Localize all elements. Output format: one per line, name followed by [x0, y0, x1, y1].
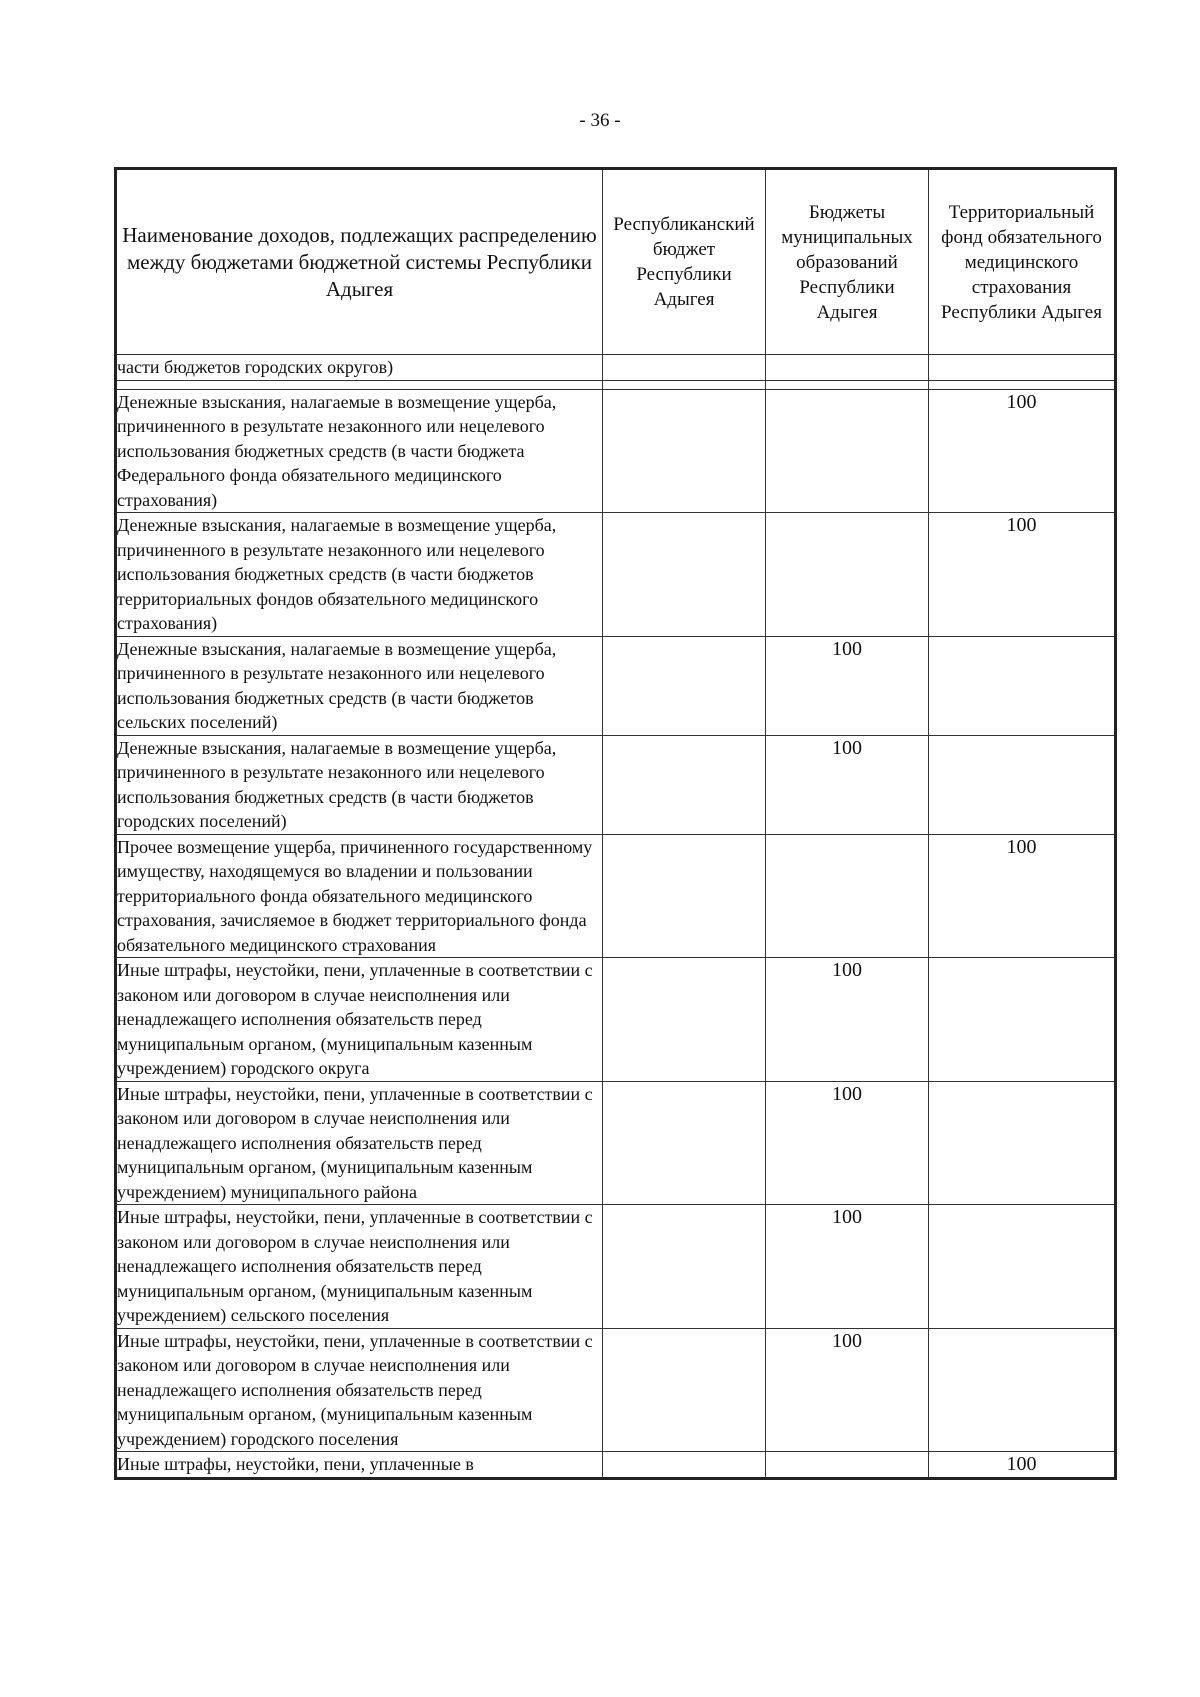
income-name-cell: Прочее возмещение ущерба, причиненного государственному имуществу, находящемуся во владении и пользовании территориального фонда обязательного медицинского страхования, зачисляемое в бюджет территориального фонда обязательного медицинского страхования	[116, 834, 603, 958]
republic-budget-cell	[603, 735, 766, 834]
republic-budget-cell	[603, 958, 766, 1082]
territorial-fund-cell: 100	[929, 389, 1116, 513]
republic-budget-cell	[603, 1328, 766, 1452]
territorial-fund-cell	[929, 636, 1116, 735]
table-header-row	[116, 169, 1116, 355]
territorial-fund-cell: 100	[929, 834, 1116, 958]
table-row	[116, 355, 1116, 381]
territorial-fund-cell	[929, 958, 1116, 1082]
income-name-cell: Иные штрафы, неустойки, пени, уплаченные в соответствии с законом или договором в случае неисполнения или ненадлежащего исполнения обязательств перед муниципальным органом, (муниципальным казенным учреждением) городского округа	[116, 958, 603, 1082]
municipal-budget-cell: 100	[766, 735, 929, 834]
table-row	[116, 1452, 1116, 1479]
income-name-cell: Иные штрафы, неустойки, пени, уплаченные в	[116, 1452, 603, 1479]
territorial-fund-cell: 100	[929, 1452, 1116, 1479]
header-republic-budget: Республиканский бюджет Республики Адыгея	[603, 169, 766, 355]
table-row	[116, 389, 1116, 513]
municipal-budget-cell: 100	[766, 1081, 929, 1205]
table-row	[116, 1081, 1116, 1205]
income-distribution-table	[114, 167, 1117, 1480]
municipal-budget-cell	[766, 834, 929, 958]
table-row	[116, 513, 1116, 637]
table-row	[116, 1205, 1116, 1329]
table-row	[116, 834, 1116, 958]
header-municipal-budgets: Бюджеты муниципальных образований Республики Адыгея	[766, 169, 929, 355]
territorial-fund-cell	[929, 735, 1116, 834]
municipal-budget-cell: 100	[766, 1205, 929, 1329]
territorial-fund-cell	[929, 1081, 1116, 1205]
republic-budget-cell	[603, 513, 766, 637]
income-name-cell: Денежные взыскания, налагаемые в возмещение ущерба, причиненного в результате незаконного или нецелевого использования бюджетных средств (в части бюджетов городских поселений)	[116, 735, 603, 834]
page-number: - 36 -	[579, 110, 621, 131]
republic-budget-cell	[603, 1205, 766, 1329]
municipal-budget-cell	[766, 1452, 929, 1479]
table-row	[116, 958, 1116, 1082]
income-name-cell: Денежные взыскания, налагаемые в возмещение ущерба, причиненного в результате незаконного или нецелевого использования бюджетных средств (в части бюджета Федерального фонда обязательного медицинского страхования)	[116, 389, 603, 513]
income-name-cell: Денежные взыскания, налагаемые в возмещение ущерба, причиненного в результате незаконного или нецелевого использования бюджетных средств (в части бюджетов территориальных фондов обязательного медицинского страхования)	[116, 513, 603, 637]
territorial-fund-cell: 100	[929, 513, 1116, 637]
spacer-cell	[929, 380, 1116, 389]
income-name-cell: Денежные взыскания, налагаемые в возмещение ущерба, причиненного в результате незаконного или нецелевого использования бюджетных средств (в части бюджетов сельских поселений)	[116, 636, 603, 735]
income-name-cell: Иные штрафы, неустойки, пени, уплаченные в соответствии с законом или договором в случае неисполнения или ненадлежащего исполнения обязательств перед муниципальным органом, (муниципальным казенным учреждением) муниципального района	[116, 1081, 603, 1205]
republic-budget-cell	[603, 636, 766, 735]
municipal-budget-cell: 100	[766, 636, 929, 735]
municipal-budget-cell	[766, 355, 929, 381]
spacer-cell	[116, 380, 603, 389]
spacer-cell	[766, 380, 929, 389]
income-name-cell: части бюджетов городских округов)	[116, 355, 603, 381]
territorial-fund-cell	[929, 355, 1116, 381]
republic-budget-cell	[603, 1452, 766, 1479]
header-territorial-fund: Территориальный фонд обязательного медицинского страхования Республики Адыгея	[929, 169, 1116, 355]
municipal-budget-cell: 100	[766, 1328, 929, 1452]
republic-budget-cell	[603, 1081, 766, 1205]
municipal-budget-cell	[766, 513, 929, 637]
spacer-cell	[603, 380, 766, 389]
territorial-fund-cell	[929, 1205, 1116, 1329]
republic-budget-cell	[603, 389, 766, 513]
table-row	[116, 735, 1116, 834]
table-row-spacer	[116, 380, 1116, 389]
header-income-name: Наименование доходов, подлежащих распределению между бюджетами бюджетной системы Республики Адыгея	[116, 169, 603, 355]
territorial-fund-cell	[929, 1328, 1116, 1452]
municipal-budget-cell: 100	[766, 958, 929, 1082]
table-row	[116, 1328, 1116, 1452]
table-row	[116, 636, 1116, 735]
republic-budget-cell	[603, 834, 766, 958]
income-name-cell: Иные штрафы, неустойки, пени, уплаченные в соответствии с законом или договором в случае неисполнения или ненадлежащего исполнения обязательств перед муниципальным органом, (муниципальным казенным учреждением) сельского поселения	[116, 1205, 603, 1329]
municipal-budget-cell	[766, 389, 929, 513]
income-name-cell: Иные штрафы, неустойки, пени, уплаченные в соответствии с законом или договором в случае неисполнения или ненадлежащего исполнения обязательств перед муниципальным органом, (муниципальным казенным учреждением) городского поселения	[116, 1328, 603, 1452]
republic-budget-cell	[603, 355, 766, 381]
